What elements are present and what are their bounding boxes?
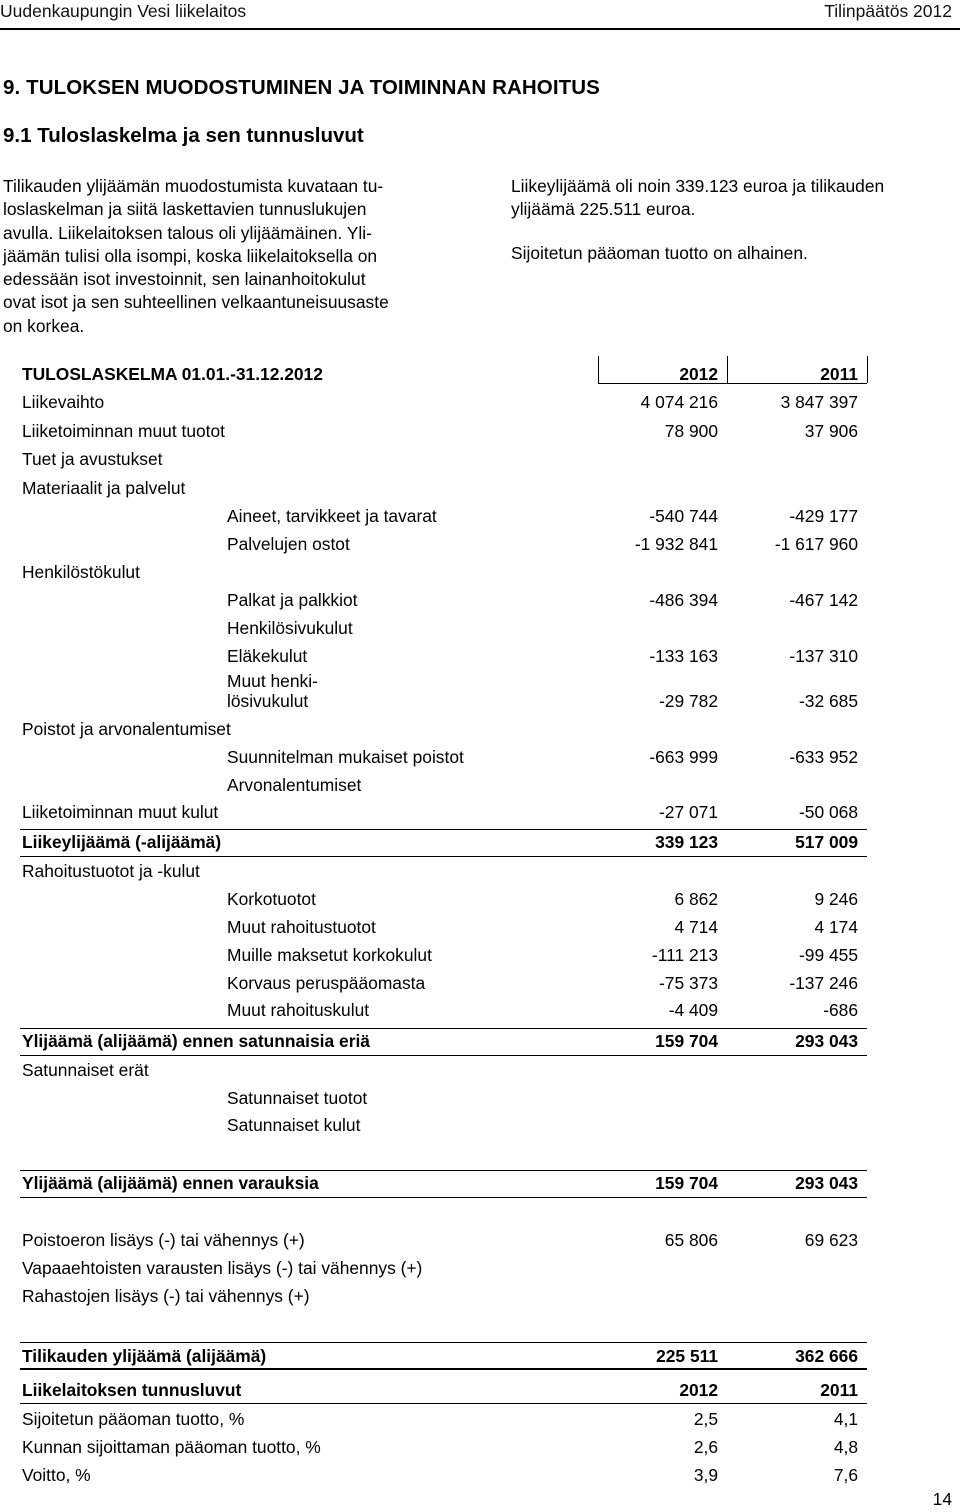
intro-left-line: jäämän tulisi olla isompi, koska liikelaitoksella on	[3, 245, 378, 266]
value-2012: -133 163	[649, 646, 718, 666]
value-2011: 293 043	[795, 1173, 858, 1193]
kpi-value-2011: 4,1	[833, 1409, 858, 1429]
row-sublabel: Suunnitelman mukaiset poistot	[227, 747, 464, 767]
column-header-2012: 2012	[679, 364, 718, 384]
row-label: Satunnaiset erät	[22, 1060, 149, 1080]
kpi-value-2011: 4,8	[833, 1437, 858, 1457]
value-2012: -663 999	[649, 747, 718, 767]
row-sublabel: Satunnaiset kulut	[227, 1115, 361, 1135]
intro-left-line: avulla. Liikelaitoksen talous oli ylijäämäinen. Yli-	[3, 222, 372, 243]
row-label: Rahoitustuotot ja -kulut	[22, 861, 200, 881]
row-label: Liikeylijäämä (-alijäämä)	[22, 832, 222, 852]
total-rule	[20, 856, 867, 857]
value-2012: 78 900	[664, 421, 718, 441]
table-row	[0, 560, 960, 584]
value-2011: -633 952	[789, 747, 858, 767]
table-row	[0, 773, 960, 797]
kpi-row	[0, 1435, 960, 1459]
row-label: Tuet ja avustukset	[22, 449, 163, 469]
intro-right-line: Liikeylijäämä oli noin 339.123 euroa ja tilikauden	[511, 176, 885, 196]
value-2012: -4 409	[668, 1000, 718, 1020]
kpi-column-2011: 2011	[820, 1380, 858, 1400]
value-2012: -111 213	[651, 945, 718, 965]
value-2011: -137 310	[789, 646, 858, 666]
value-2012: -540 744	[649, 506, 718, 526]
row-label: Tilikauden ylijäämä (alijäämä)	[22, 1346, 267, 1366]
kpi-label: Voitto, %	[22, 1465, 91, 1485]
row-sublabel: Eläkekulut	[227, 646, 308, 666]
value-2011: 3 847 397	[780, 392, 858, 412]
kpi-value-2012: 3,9	[693, 1465, 718, 1485]
row-sublabel: Korvaus peruspääomasta	[227, 973, 426, 993]
column-header-2011: 2011	[820, 364, 858, 384]
table-row	[0, 532, 960, 556]
kpi-label: Sijoitetun pääoman tuotto, %	[22, 1409, 245, 1429]
table-row	[0, 998, 960, 1022]
row-label: Rahastojen lisäys (-) tai vähennys (+)	[22, 1286, 310, 1306]
row-sublabel: Palkat ja palkkiot	[227, 590, 358, 610]
row-label: Poistoeron lisäys (-) tai vähennys (+)	[22, 1230, 305, 1250]
kpi-header-rule	[20, 1403, 867, 1404]
table-row	[0, 1086, 960, 1110]
value-2012: 4 074 216	[640, 392, 718, 412]
value-2011: -467 142	[789, 590, 858, 610]
value-2011: -99 455	[799, 945, 858, 965]
row-sublabel: Aineet, tarvikkeet ja tavarat	[227, 506, 437, 526]
value-2011: 37 906	[804, 421, 858, 441]
table-row	[0, 717, 960, 741]
table-row	[0, 504, 960, 528]
total-rule-double	[20, 1368, 867, 1370]
total-rule	[20, 1342, 867, 1343]
row-label: Poistot ja arvonalentumiset	[22, 719, 231, 739]
row-sublabel: Muut rahoitustuotot	[227, 917, 376, 937]
kpi-value-2012: 2,5	[693, 1409, 718, 1429]
total-rule	[20, 1170, 867, 1171]
kpi-header-row	[0, 1378, 960, 1402]
row-sublabel: Muille maksetut korkokulut	[227, 945, 432, 965]
table-row	[0, 1284, 960, 1308]
table-row	[0, 1228, 960, 1252]
value-2011: 4 174	[814, 917, 858, 937]
table-row	[0, 419, 960, 443]
intro-paragraph-left	[3, 175, 473, 338]
row-sublabel: Satunnaiset tuotot	[227, 1088, 368, 1108]
value-2012: -27 071	[659, 802, 718, 822]
table-row	[0, 1029, 960, 1053]
row-sublabel: Arvonalentumiset	[227, 775, 362, 795]
value-2012: 225 511	[656, 1346, 718, 1366]
value-2011: -1 617 960	[774, 534, 858, 554]
value-2011: -50 068	[799, 802, 858, 822]
total-rule	[20, 829, 867, 830]
value-2012: -29 782	[659, 691, 718, 711]
value-2011: 9 246	[814, 889, 858, 909]
table-row	[0, 588, 960, 612]
intro-left-line: edessään isot investoinnit, sen lainanhoitokulut	[3, 269, 366, 290]
row-label: Ylijäämä (alijäämä) ennen satunnaisia eriä	[22, 1031, 370, 1051]
table-row	[0, 447, 960, 471]
value-2011: 293 043	[795, 1031, 858, 1051]
kpi-column-2012: 2012	[679, 1380, 718, 1400]
total-rule	[20, 1028, 867, 1029]
table-row	[0, 971, 960, 995]
row-sublabel: Korkotuotot	[227, 889, 316, 909]
table-row	[0, 1256, 960, 1280]
header-document: Tilinpäätös 2012	[824, 1, 952, 21]
row-sublabel: Muut rahoituskulut	[227, 1000, 370, 1020]
intro-left-line: on korkea.	[3, 315, 85, 336]
value-2011: 69 623	[804, 1230, 858, 1250]
row-sublabel: lösivukulut	[227, 691, 309, 711]
table-title: TULOSLASKELMA 01.01.-31.12.2012	[22, 364, 323, 384]
value-2011: -137 246	[789, 973, 858, 993]
value-2012: -75 373	[659, 973, 718, 993]
row-label: Liiketoiminnan muut tuotot	[22, 421, 226, 441]
intro-right-line: Sijoitetun pääoman tuotto on alhainen.	[511, 242, 808, 263]
table-row	[0, 476, 960, 500]
table-row	[0, 943, 960, 967]
value-2011: 517 009	[795, 832, 858, 852]
value-2011: -686	[823, 1000, 858, 1020]
table-row	[0, 745, 960, 769]
intro-left-line: loslaskelman ja siitä laskettavien tunnuslukujen	[3, 199, 367, 220]
table-row	[0, 644, 960, 668]
row-label: Materiaalit ja palvelut	[22, 478, 186, 498]
value-2011: -32 685	[799, 691, 858, 711]
table-row	[0, 689, 960, 713]
row-sublabel: Henkilösivukulut	[227, 618, 353, 638]
value-2011: 362 666	[795, 1346, 858, 1366]
header-rule	[0, 28, 960, 30]
total-rule	[20, 1055, 867, 1056]
intro-right-line: ylijäämä 225.511 euroa.	[511, 199, 696, 220]
value-2011: -429 177	[789, 506, 858, 526]
table-row	[0, 390, 960, 414]
page-header	[0, 0, 960, 26]
table-row	[0, 1171, 960, 1195]
value-2012: 159 704	[655, 1031, 718, 1051]
total-rule	[20, 1197, 867, 1198]
kpi-label: Kunnan sijoittaman pääoman tuotto, %	[22, 1437, 321, 1457]
table-row	[0, 830, 960, 854]
kpi-value-2012: 2,6	[693, 1437, 718, 1457]
table-row	[0, 859, 960, 883]
value-2012: 6 862	[674, 889, 718, 909]
row-sublabel: Palvelujen ostot	[227, 534, 350, 554]
kpi-row	[0, 1407, 960, 1431]
page-number: 14	[932, 1489, 952, 1509]
kpi-row	[0, 1463, 960, 1487]
row-label: Ylijäämä (alijäämä) ennen varauksia	[22, 1173, 319, 1193]
kpi-title: Liikelaitoksen tunnusluvut	[22, 1380, 242, 1400]
row-label: Liiketoiminnan muut kulut	[22, 802, 219, 822]
table-row	[0, 800, 960, 824]
value-2012: 339 123	[655, 832, 718, 852]
row-label: Vapaaehtoisten varausten lisäys (-) tai vähennys (+)	[22, 1258, 423, 1278]
table-row	[0, 616, 960, 640]
intro-paragraph-right	[511, 175, 951, 265]
value-2012: 159 704	[655, 1173, 718, 1193]
table-row	[0, 1113, 960, 1137]
subsection-title: 9.1 Tuloslaskelma ja sen tunnusluvut	[3, 124, 364, 147]
intro-left-line: Tilikauden ylijäämän muodostumista kuvataan tu-	[3, 176, 384, 196]
value-2012: -486 394	[649, 590, 718, 610]
header-underline	[598, 383, 867, 384]
table-row	[0, 887, 960, 911]
value-2012: 65 806	[664, 1230, 718, 1250]
table-row	[0, 1058, 960, 1082]
kpi-value-2011: 7,6	[833, 1465, 858, 1485]
table-row	[0, 1344, 960, 1368]
header-organization: Uudenkaupungin Vesi liikelaitos	[0, 1, 247, 21]
row-label: Liikevaihto	[22, 392, 105, 412]
intro-left-line: ovat isot ja sen suhteellinen velkaantuneisuusaste	[3, 292, 389, 313]
table-row	[0, 915, 960, 939]
value-2012: 4 714	[674, 917, 718, 937]
row-label: Henkilöstökulut	[22, 562, 140, 582]
value-2012: -1 932 841	[634, 534, 718, 554]
row-sublabel: Muut henki-	[227, 671, 318, 691]
section-title: 9. TULOKSEN MUODOSTUMINEN JA TOIMINNAN RAHOITUS	[3, 76, 600, 99]
